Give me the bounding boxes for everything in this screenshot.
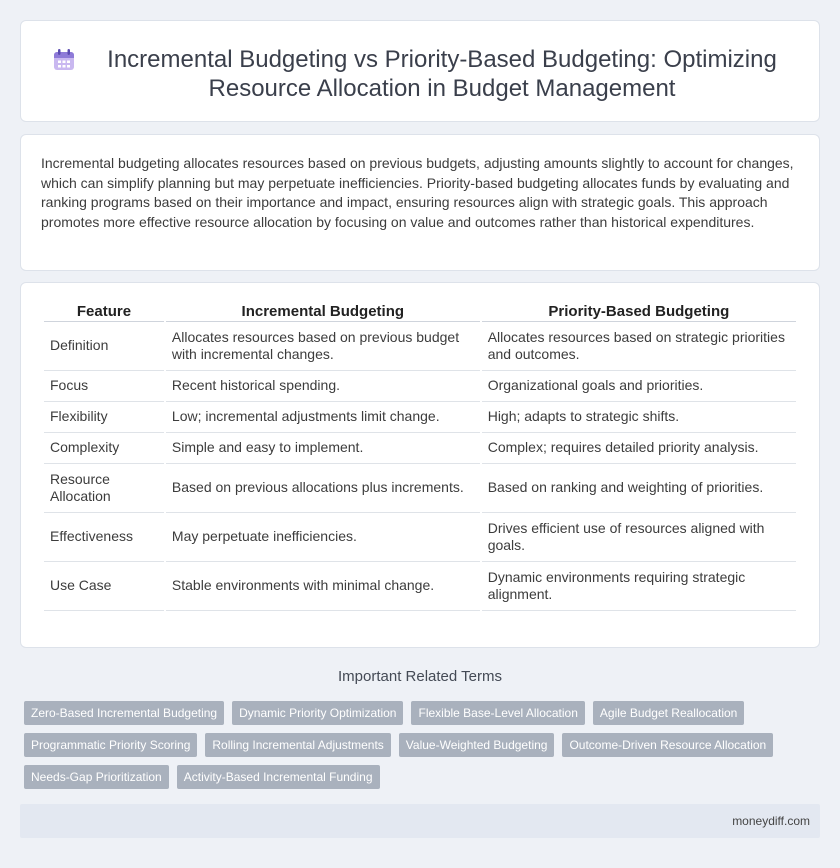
- table-row: [44, 322, 796, 371]
- table-row: [44, 464, 796, 513]
- row-incremental: May perpetuate inefficiencies.: [166, 513, 480, 562]
- row-feature: Definition: [44, 322, 164, 371]
- intro-text: Incremental budgeting allocates resources based on previous budgets, adjusting amounts slightly to account for changes, which can simplify planning but may perpetuate inefficiencies. Priority-based budgeting allocates funds by evaluating and ranking programs based on their importance and impact, ensuring resources align with strategic goals. This approach promotes more effective resource allocation by focusing on value and outcomes rather than historical expenditures.: [41, 155, 794, 230]
- related-term-tag[interactable]: Flexible Base-Level Allocation: [411, 701, 584, 725]
- related-term-tag[interactable]: Needs-Gap Prioritization: [24, 765, 169, 789]
- table-row: [44, 562, 796, 611]
- row-feature: Complexity: [44, 433, 164, 464]
- table-header-row: [44, 297, 796, 322]
- row-priority: Dynamic environments requiring strategic alignment.: [482, 562, 796, 611]
- row-incremental: Low; incremental adjustments limit change.: [166, 402, 480, 433]
- header-priority: Priority-Based Budgeting: [482, 297, 796, 322]
- row-feature: Effectiveness: [44, 513, 164, 562]
- related-term-tag[interactable]: Activity-Based Incremental Funding: [177, 765, 380, 789]
- related-term-tag[interactable]: Zero-Based Incremental Budgeting: [24, 701, 224, 725]
- row-priority: Complex; requires detailed priority analysis.: [482, 433, 796, 464]
- row-feature: Focus: [44, 371, 164, 402]
- table-row: [44, 433, 796, 464]
- related-term-tag[interactable]: Agile Budget Reallocation: [593, 701, 744, 725]
- table-row: [44, 371, 796, 402]
- row-feature: Flexibility: [44, 402, 164, 433]
- table-row: [44, 513, 796, 562]
- related-terms-list: [24, 701, 820, 789]
- header-incremental: Incremental Budgeting: [166, 297, 480, 322]
- row-priority: Allocates resources based on strategic priorities and outcomes.: [482, 322, 796, 371]
- row-incremental: Stable environments with minimal change.: [166, 562, 480, 611]
- row-feature: Resource Allocation: [44, 464, 164, 513]
- related-term-tag[interactable]: Value-Weighted Budgeting: [399, 733, 555, 757]
- calendar-icon: [51, 47, 77, 73]
- row-incremental: Based on previous allocations plus increments.: [166, 464, 480, 513]
- row-priority: High; adapts to strategic shifts.: [482, 402, 796, 433]
- table-row: [44, 402, 796, 433]
- comparison-table: [42, 297, 798, 611]
- related-term-tag[interactable]: Rolling Incremental Adjustments: [205, 733, 390, 757]
- related-term-tag[interactable]: Outcome-Driven Resource Allocation: [562, 733, 773, 757]
- intro-card: [20, 134, 820, 271]
- related-term-tag[interactable]: Programmatic Priority Scoring: [24, 733, 197, 757]
- related-term-tag[interactable]: Dynamic Priority Optimization: [232, 701, 403, 725]
- row-priority: Organizational goals and priorities.: [482, 371, 796, 402]
- page-title: Incremental Budgeting vs Priority-Based Budgeting: Optimizing Resource Allocation in Budget Management: [107, 46, 777, 102]
- footer: [20, 804, 820, 838]
- title-row: [21, 21, 819, 103]
- row-incremental: Simple and easy to implement.: [166, 433, 480, 464]
- header-card: [20, 20, 820, 122]
- related-terms-title: Important Related Terms: [338, 668, 502, 685]
- row-incremental: Allocates resources based on previous budget with incremental changes.: [166, 322, 480, 371]
- footer-site-link[interactable]: moneydiff.com: [732, 814, 810, 828]
- comparison-table-card: [20, 282, 820, 648]
- header-feature: Feature: [44, 297, 164, 322]
- row-incremental: Recent historical spending.: [166, 371, 480, 402]
- row-feature: Use Case: [44, 562, 164, 611]
- row-priority: Drives efficient use of resources aligned with goals.: [482, 513, 796, 562]
- row-priority: Based on ranking and weighting of priorities.: [482, 464, 796, 513]
